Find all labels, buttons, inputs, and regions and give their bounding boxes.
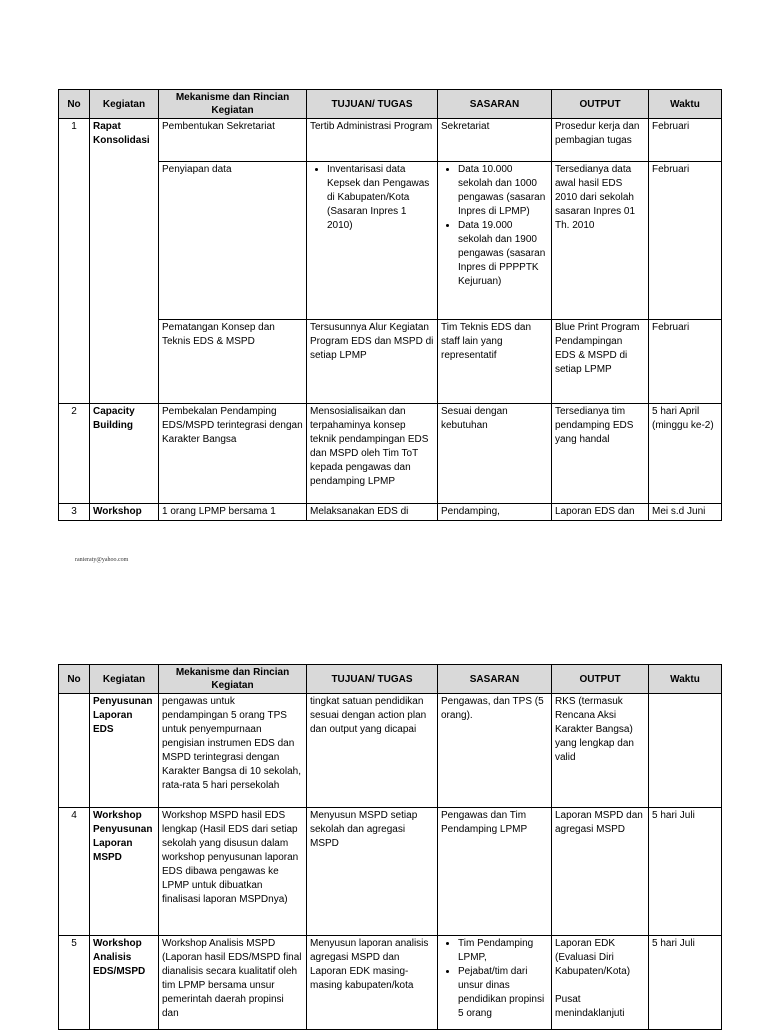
cell-kegiatan: Workshop bbox=[90, 504, 159, 521]
cell-sasaran: Pengawas dan Tim Pendamping LPMP bbox=[438, 808, 552, 936]
table-header-row bbox=[59, 665, 722, 694]
bullet-list bbox=[310, 163, 434, 233]
bullet-list bbox=[441, 937, 548, 1021]
table-row bbox=[59, 404, 722, 504]
list-item: • Tim Pendamping LPMP, bbox=[458, 937, 548, 965]
cell-waktu bbox=[649, 694, 722, 808]
cell-tujuan: Mensosialisaikan dan terpahaminya konsep teknik pendampingan EDS dan MSPD oleh Tim ToT kepada pengawas dan pendamping LPMP bbox=[307, 404, 438, 504]
table-header-row bbox=[59, 90, 722, 119]
header-mekanisme: Mekanisme dan Rincian Kegiatan bbox=[159, 665, 307, 694]
cell-tujuan: Tertib Administrasi Program bbox=[307, 119, 438, 162]
cell-output: Tersedianya data awal hasil EDS 2010 dari sekolah sasaran Inpres 01 Th. 2010 bbox=[552, 162, 649, 320]
header-mekanisme: Mekanisme dan Rincian Kegiatan bbox=[159, 90, 307, 119]
cell-kegiatan: Workshop Analisis EDS/MSPD bbox=[90, 936, 159, 1030]
cell-waktu: 5 hari April (minggu ke-2) bbox=[649, 404, 722, 504]
bullet-list bbox=[441, 163, 548, 289]
kegiatan-table-page-2 bbox=[58, 664, 722, 1030]
list-item: • Data 19.000 sekolah dan 1900 pengawas (sasaran Inpres di PPPPTK Kejuruan) bbox=[458, 219, 548, 289]
cell-output: Blue Print Program Pendampingan EDS & MSPD di setiap LPMP bbox=[552, 320, 649, 404]
cell-mekanisme: Pembekalan Pendamping EDS/MSPD terintegrasi dengan Karakter Bangsa bbox=[159, 404, 307, 504]
cell-waktu: 5 hari Juli bbox=[649, 936, 722, 1030]
cell-kegiatan: Rapat Konsolidasi bbox=[90, 119, 159, 404]
cell-output: Laporan EDS dan bbox=[552, 504, 649, 521]
cell-mekanisme: Penyiapan data bbox=[159, 162, 307, 320]
cell-kegiatan: Penyusunan Laporan EDS bbox=[90, 694, 159, 808]
output-line: Pusat menindaklanjuti bbox=[555, 994, 625, 1019]
cell-sasaran bbox=[438, 936, 552, 1030]
list-item: • Pejabat/tim dari unsur dinas pendidikan propinsi 5 orang bbox=[458, 965, 548, 1021]
kegiatan-table-page-1 bbox=[58, 89, 722, 521]
table-row bbox=[59, 320, 722, 404]
cell-sasaran: Tim Teknis EDS dan staff lain yang representatif bbox=[438, 320, 552, 404]
table-row bbox=[59, 936, 722, 1030]
cell-output: RKS (termasuk Rencana Aksi Karakter Bangsa) yang lengkap dan valid bbox=[552, 694, 649, 808]
header-output: OUTPUT bbox=[552, 665, 649, 694]
header-waktu: Waktu bbox=[649, 90, 722, 119]
header-output: OUTPUT bbox=[552, 90, 649, 119]
cell-no: 4 bbox=[59, 808, 90, 936]
cell-tujuan: Menyusun laporan analisis agregasi MSPD dan Laporan EDK masing-masing kabupaten/kota bbox=[307, 936, 438, 1030]
header-sasaran: SASARAN bbox=[438, 665, 552, 694]
cell-no bbox=[59, 694, 90, 808]
header-no: No bbox=[59, 90, 90, 119]
cell-sasaran: Pengawas, dan TPS (5 orang). bbox=[438, 694, 552, 808]
list-item: • Inventarisasi data Kepsek dan Pengawas di Kabupaten/Kota (Sasaran Inpres 1 2010) bbox=[327, 163, 434, 233]
header-sasaran: SASARAN bbox=[438, 90, 552, 119]
cell-sasaran: Pendamping, bbox=[438, 504, 552, 521]
cell-waktu: 5 hari Juli bbox=[649, 808, 722, 936]
cell-waktu: Mei s.d Juni bbox=[649, 504, 722, 521]
cell-tujuan: Tersusunnya Alur Kegiatan Program EDS dan MSPD di setiap LPMP bbox=[307, 320, 438, 404]
cell-output: Prosedur kerja dan pembagian tugas bbox=[552, 119, 649, 162]
cell-tujuan: Menyusun MSPD setiap sekolah dan agregasi MSPD bbox=[307, 808, 438, 936]
cell-tujuan: Melaksanakan EDS di bbox=[307, 504, 438, 521]
header-no: No bbox=[59, 665, 90, 694]
cell-waktu: Februari bbox=[649, 119, 722, 162]
cell-sasaran bbox=[438, 162, 552, 320]
cell-mekanisme: pengawas untuk pendampingan 5 orang TPS untuk penyempurnaan pengisian instrumen EDS dan MSPD terintegrasi dengan Karakter Bangsa di 10 sekolah, rata-rata 5 hari persekolah bbox=[159, 694, 307, 808]
cell-output: Tersedianya tim pendamping EDS yang handal bbox=[552, 404, 649, 504]
table-row bbox=[59, 808, 722, 936]
table-row bbox=[59, 504, 722, 521]
cell-tujuan: tingkat satuan pendidikan sesuai dengan action plan dan output yang dicapai bbox=[307, 694, 438, 808]
cell-kegiatan: Workshop Penyusunan Laporan MSPD bbox=[90, 808, 159, 936]
cell-tujuan bbox=[307, 162, 438, 320]
spacer bbox=[555, 979, 645, 993]
cell-mekanisme: Pembentukan Sekretariat bbox=[159, 119, 307, 162]
cell-output: Laporan MSPD dan agregasi MSPD bbox=[552, 808, 649, 936]
cell-waktu: Februari bbox=[649, 320, 722, 404]
cell-no: 3 bbox=[59, 504, 90, 521]
cell-sasaran: Sekretariat bbox=[438, 119, 552, 162]
header-tujuan: TUJUAN/ TUGAS bbox=[307, 665, 438, 694]
cell-waktu: Februari bbox=[649, 162, 722, 320]
cell-sasaran: Sesuai dengan kebutuhan bbox=[438, 404, 552, 504]
cell-no: 2 bbox=[59, 404, 90, 504]
header-kegiatan: Kegiatan bbox=[90, 665, 159, 694]
cell-mekanisme: Workshop MSPD hasil EDS lengkap (Hasil EDS dari setiap sekolah yang disusun dalam workshop penyusunan laporan EDS dibawa pengawas ke LPMP untuk dibuatkan finalisasi laporan MSPDnya) bbox=[159, 808, 307, 936]
footer-email: ranieraty@yahoo.com bbox=[75, 557, 129, 563]
cell-mekanisme: Workshop Analisis MSPD (Laporan hasil EDS/MSPD final dianalisis secara kualitatif oleh tim LPMP bersama unsur pemerintah daerah propinsi dan bbox=[159, 936, 307, 1030]
header-tujuan: TUJUAN/ TUGAS bbox=[307, 90, 438, 119]
cell-mekanisme: 1 orang LPMP bersama 1 bbox=[159, 504, 307, 521]
header-kegiatan: Kegiatan bbox=[90, 90, 159, 119]
cell-kegiatan: Capacity Building bbox=[90, 404, 159, 504]
cell-no: 1 bbox=[59, 119, 90, 404]
output-line: Laporan EDK (Evaluasi Diri Kabupaten/Kota) bbox=[555, 938, 631, 977]
cell-no: 5 bbox=[59, 936, 90, 1030]
table-row bbox=[59, 694, 722, 808]
list-item: • Data 10.000 sekolah dan 1000 pengawas (sasaran Inpres di LPMP) bbox=[458, 163, 548, 219]
table-row bbox=[59, 119, 722, 162]
table-row bbox=[59, 162, 722, 320]
cell-mekanisme: Pematangan Konsep dan Teknis EDS & MSPD bbox=[159, 320, 307, 404]
cell-output bbox=[552, 936, 649, 1030]
header-waktu: Waktu bbox=[649, 665, 722, 694]
